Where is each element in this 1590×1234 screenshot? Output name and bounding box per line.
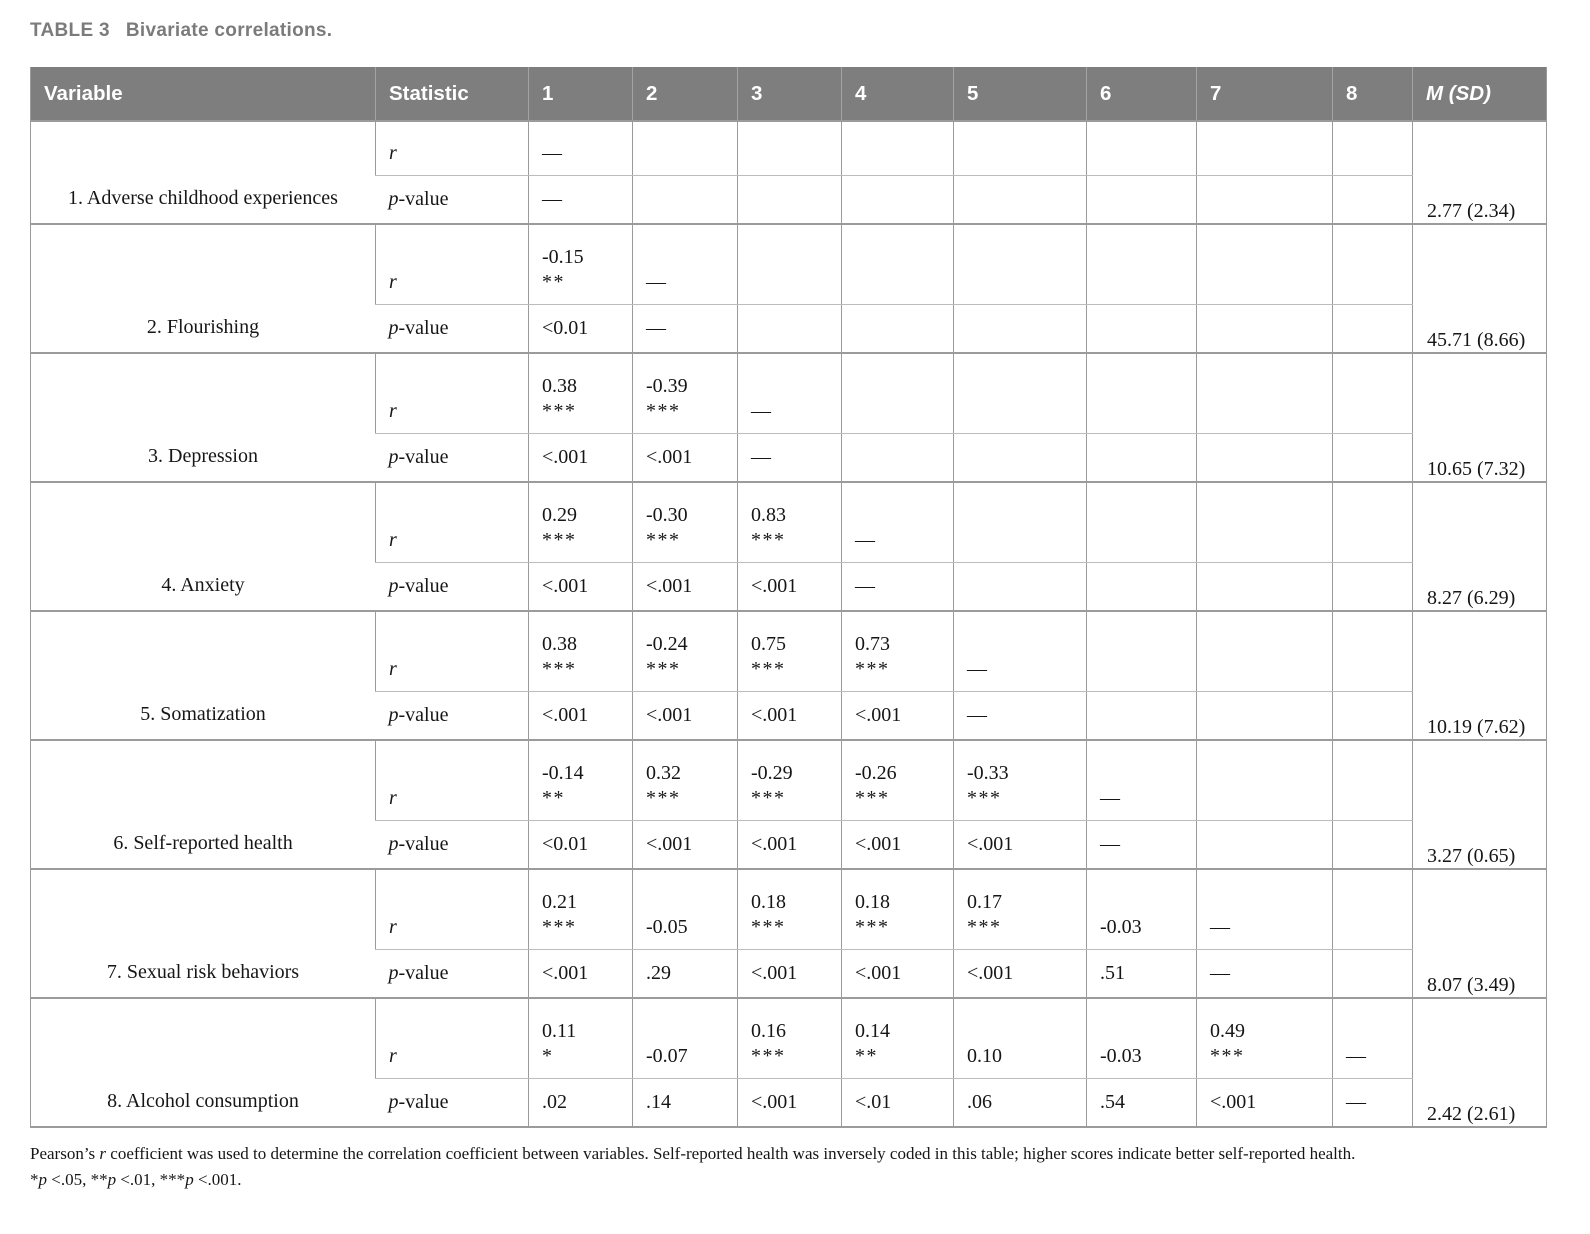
variable-cell-1: 1. Adverse childhood experiences xyxy=(31,121,376,224)
r-cell-4-6 xyxy=(1087,482,1197,562)
p-cell-5-2: <.001 xyxy=(633,691,738,740)
significance-stars: *** xyxy=(751,657,786,680)
r-cell-3-2 xyxy=(633,353,738,433)
r-row-6 xyxy=(31,740,1547,820)
p-cell-2-2: — xyxy=(633,304,738,353)
r-cell-6-7 xyxy=(1197,740,1333,820)
p-cell-3-8 xyxy=(1333,433,1413,482)
r-value: -0.03 xyxy=(1100,915,1142,938)
p-cell-3-1: <.001 xyxy=(529,433,633,482)
r-row-7 xyxy=(31,869,1547,949)
r-cell-1-8 xyxy=(1333,121,1413,175)
r-value: — xyxy=(967,657,987,680)
r-value: — xyxy=(542,141,562,164)
msd-cell-3: 10.65 (7.32) xyxy=(1413,353,1547,482)
p-cell-1-7 xyxy=(1197,175,1333,224)
r-cell-7-2 xyxy=(633,869,738,949)
p-cell-6-5: <.001 xyxy=(954,820,1087,869)
p-cell-8-6: .54 xyxy=(1087,1078,1197,1127)
p-cell-7-1: <.001 xyxy=(529,949,633,998)
stat-label-p-8: p-value xyxy=(388,1090,449,1113)
p-cell-7-7: — xyxy=(1197,949,1333,998)
column-header-5: 5 xyxy=(954,67,1087,121)
r-cell-6-3 xyxy=(738,740,842,820)
p-cell-7-2: .29 xyxy=(633,949,738,998)
p-cell-7-3: <.001 xyxy=(738,949,842,998)
stat-label-r-8: r xyxy=(376,998,529,1078)
r-cell-1-1 xyxy=(529,121,633,175)
significance-stars: *** xyxy=(542,657,577,680)
stat-label-p-3: p-value xyxy=(388,445,449,468)
p-cell-3-3: — xyxy=(738,433,842,482)
r-value: -0.26 xyxy=(855,761,897,784)
r-cell-8-4 xyxy=(842,998,954,1078)
r-cell-6-1 xyxy=(529,740,633,820)
significance-stars: *** xyxy=(1210,1044,1245,1067)
p-cell-8-4: <.01 xyxy=(842,1078,954,1127)
r-cell-1-4 xyxy=(842,121,954,175)
r-cell-3-7 xyxy=(1197,353,1333,433)
stat-label-r-1: r xyxy=(376,121,529,175)
significance-stars: *** xyxy=(751,786,786,809)
column-header-variable: Variable xyxy=(31,67,376,121)
r-cell-7-5 xyxy=(954,869,1087,949)
r-value: -0.39 xyxy=(646,374,688,397)
r-cell-5-3 xyxy=(738,611,842,691)
p-cell-6-1: <0.01 xyxy=(529,820,633,869)
variable-cell-6: 6. Self-reported health xyxy=(31,740,376,869)
r-value: — xyxy=(1346,1044,1366,1067)
r-cell-6-6 xyxy=(1087,740,1197,820)
r-cell-2-5 xyxy=(954,224,1087,304)
r-cell-5-5 xyxy=(954,611,1087,691)
column-header-2: 2 xyxy=(633,67,738,121)
stat-label-r-2: r xyxy=(376,224,529,304)
p-cell-3-7 xyxy=(1197,433,1333,482)
r-cell-8-2 xyxy=(633,998,738,1078)
r-cell-6-2 xyxy=(633,740,738,820)
r-cell-3-8 xyxy=(1333,353,1413,433)
r-cell-8-5 xyxy=(954,998,1087,1078)
p-cell-5-1: <.001 xyxy=(529,691,633,740)
stat-label-r-4: r xyxy=(376,482,529,562)
p-cell-4-6 xyxy=(1087,562,1197,611)
r-value: -0.15 xyxy=(542,245,584,268)
r-row-5 xyxy=(31,611,1547,691)
r-cell-3-4 xyxy=(842,353,954,433)
r-value: 0.83 xyxy=(751,503,786,526)
r-cell-3-3 xyxy=(738,353,842,433)
p-cell-4-7 xyxy=(1197,562,1333,611)
msd-cell-2: 45.71 (8.66) xyxy=(1413,224,1547,353)
r-cell-2-3 xyxy=(738,224,842,304)
p-cell-4-4: — xyxy=(842,562,954,611)
header-row xyxy=(31,67,1547,121)
p-cell-4-2: <.001 xyxy=(633,562,738,611)
variable-group-6 xyxy=(31,740,1547,869)
p-cell-8-7: <.001 xyxy=(1197,1078,1333,1127)
significance-stars: *** xyxy=(646,657,681,680)
r-value: 0.38 xyxy=(542,632,577,655)
r-cell-8-8 xyxy=(1333,998,1413,1078)
variable-group-5 xyxy=(31,611,1547,740)
p-cell-8-5: .06 xyxy=(954,1078,1087,1127)
r-value: 0.10 xyxy=(967,1044,1002,1067)
variable-group-4 xyxy=(31,482,1547,611)
r-row-4 xyxy=(31,482,1547,562)
p-cell-7-8 xyxy=(1333,949,1413,998)
r-value: 0.21 xyxy=(542,890,577,913)
msd-cell-4: 8.27 (6.29) xyxy=(1413,482,1547,611)
column-header-3: 3 xyxy=(738,67,842,121)
p-cell-2-7 xyxy=(1197,304,1333,353)
table-number-label: TABLE 3 xyxy=(30,20,110,41)
r-cell-8-3 xyxy=(738,998,842,1078)
r-value: -0.24 xyxy=(646,632,688,655)
stat-label-p-1: p-value xyxy=(388,187,449,210)
p-cell-2-4 xyxy=(842,304,954,353)
column-header-1: 1 xyxy=(529,67,633,121)
p-cell-2-8 xyxy=(1333,304,1413,353)
msd-cell-6: 3.27 (0.65) xyxy=(1413,740,1547,869)
stat-label-r-7: r xyxy=(376,869,529,949)
significance-stars: ** xyxy=(542,270,565,293)
significance-stars: *** xyxy=(542,528,577,551)
p-cell-3-5 xyxy=(954,433,1087,482)
r-value: 0.16 xyxy=(751,1019,786,1042)
significance-stars: *** xyxy=(542,399,577,422)
r-cell-2-4 xyxy=(842,224,954,304)
variable-cell-5: 5. Somatization xyxy=(31,611,376,740)
r-cell-2-7 xyxy=(1197,224,1333,304)
p-cell-5-7 xyxy=(1197,691,1333,740)
stat-label-p-5: p-value xyxy=(388,703,449,726)
r-cell-7-7 xyxy=(1197,869,1333,949)
significance-stars: *** xyxy=(542,915,577,938)
p-cell-2-3 xyxy=(738,304,842,353)
significance-stars: *** xyxy=(751,1044,786,1067)
p-cell-7-6: .51 xyxy=(1087,949,1197,998)
stat-label-p-2: p-value xyxy=(388,316,449,339)
r-value: -0.30 xyxy=(646,503,688,526)
r-value: — xyxy=(855,528,875,551)
significance-note: *p <.05, **p <.01, ***p <.001. xyxy=(30,1170,242,1189)
r-cell-2-6 xyxy=(1087,224,1197,304)
significance-stars: ** xyxy=(542,786,565,809)
p-cell-1-5 xyxy=(954,175,1087,224)
p-cell-1-1: — xyxy=(529,175,633,224)
r-cell-1-6 xyxy=(1087,121,1197,175)
p-cell-3-6 xyxy=(1087,433,1197,482)
r-cell-7-3 xyxy=(738,869,842,949)
bivariate-correlations-table xyxy=(30,67,1547,1128)
r-value: 0.75 xyxy=(751,632,786,655)
variable-group-2 xyxy=(31,224,1547,353)
p-cell-1-2 xyxy=(633,175,738,224)
r-value: 0.14 xyxy=(855,1019,890,1042)
r-cell-1-2 xyxy=(633,121,738,175)
variable-group-1 xyxy=(31,121,1547,224)
r-value: — xyxy=(751,399,771,422)
r-value: 0.18 xyxy=(855,890,890,913)
p-cell-5-8 xyxy=(1333,691,1413,740)
r-cell-4-3 xyxy=(738,482,842,562)
p-cell-7-5: <.001 xyxy=(954,949,1087,998)
variable-cell-3: 3. Depression xyxy=(31,353,376,482)
r-value: 0.11 xyxy=(542,1019,577,1042)
r-cell-8-1 xyxy=(529,998,633,1078)
r-cell-1-7 xyxy=(1197,121,1333,175)
significance-stars: *** xyxy=(855,786,890,809)
p-cell-4-8 xyxy=(1333,562,1413,611)
significance-stars: *** xyxy=(646,399,681,422)
r-row-8 xyxy=(31,998,1547,1078)
p-cell-6-4: <.001 xyxy=(842,820,954,869)
r-cell-7-1 xyxy=(529,869,633,949)
p-cell-4-1: <.001 xyxy=(529,562,633,611)
r-value: -0.29 xyxy=(751,761,793,784)
r-value: 0.32 xyxy=(646,761,681,784)
p-cell-7-4: <.001 xyxy=(842,949,954,998)
r-value: 0.73 xyxy=(855,632,890,655)
significance-stars: *** xyxy=(855,915,890,938)
r-cell-4-5 xyxy=(954,482,1087,562)
r-cell-8-7 xyxy=(1197,998,1333,1078)
r-cell-2-2 xyxy=(633,224,738,304)
p-cell-8-1: .02 xyxy=(529,1078,633,1127)
r-cell-7-4 xyxy=(842,869,954,949)
r-cell-6-5 xyxy=(954,740,1087,820)
r-row-3 xyxy=(31,353,1547,433)
variable-group-3 xyxy=(31,353,1547,482)
column-header-statistic: Statistic xyxy=(376,67,529,121)
column-header-4: 4 xyxy=(842,67,954,121)
table-footnote xyxy=(30,1141,1558,1193)
p-cell-6-2: <.001 xyxy=(633,820,738,869)
r-value: 0.29 xyxy=(542,503,577,526)
p-cell-8-8: — xyxy=(1333,1078,1413,1127)
p-cell-6-6: — xyxy=(1087,820,1197,869)
r-cell-4-8 xyxy=(1333,482,1413,562)
p-cell-1-4 xyxy=(842,175,954,224)
r-value: -0.33 xyxy=(967,761,1009,784)
p-cell-5-4: <.001 xyxy=(842,691,954,740)
r-value: — xyxy=(1210,915,1230,938)
significance-stars: *** xyxy=(967,786,1002,809)
r-cell-6-8 xyxy=(1333,740,1413,820)
r-cell-7-8 xyxy=(1333,869,1413,949)
stat-label-p-4: p-value xyxy=(388,574,449,597)
r-cell-5-2 xyxy=(633,611,738,691)
r-cell-3-6 xyxy=(1087,353,1197,433)
r-cell-7-6 xyxy=(1087,869,1197,949)
variable-group-8 xyxy=(31,998,1547,1127)
column-header-m-sd: M (SD) xyxy=(1413,67,1547,121)
msd-cell-5: 10.19 (7.62) xyxy=(1413,611,1547,740)
p-cell-8-3: <.001 xyxy=(738,1078,842,1127)
variable-cell-7: 7. Sexual risk behaviors xyxy=(31,869,376,998)
table-caption: Bivariate correlations. xyxy=(125,20,333,41)
msd-cell-8: 2.42 (2.61) xyxy=(1413,998,1547,1127)
r-value: -0.14 xyxy=(542,761,584,784)
r-cell-1-5 xyxy=(954,121,1087,175)
significance-stars: *** xyxy=(751,528,786,551)
r-cell-4-7 xyxy=(1197,482,1333,562)
p-cell-8-2: .14 xyxy=(633,1078,738,1127)
significance-stars: *** xyxy=(751,915,786,938)
variable-group-7 xyxy=(31,869,1547,998)
table-title xyxy=(30,20,1590,42)
p-cell-6-7 xyxy=(1197,820,1333,869)
r-cell-5-6 xyxy=(1087,611,1197,691)
p-cell-1-6 xyxy=(1087,175,1197,224)
r-row-1 xyxy=(31,121,1547,175)
stat-label-r-6: r xyxy=(376,740,529,820)
variable-cell-8: 8. Alcohol consumption xyxy=(31,998,376,1127)
r-row-2 xyxy=(31,224,1547,304)
p-cell-6-3: <.001 xyxy=(738,820,842,869)
r-value: 0.18 xyxy=(751,890,786,913)
r-cell-2-8 xyxy=(1333,224,1413,304)
p-cell-4-5 xyxy=(954,562,1087,611)
r-cell-2-1 xyxy=(529,224,633,304)
significance-stars: *** xyxy=(967,915,1002,938)
p-cell-1-8 xyxy=(1333,175,1413,224)
r-cell-5-4 xyxy=(842,611,954,691)
significance-stars: *** xyxy=(646,528,681,551)
significance-stars: *** xyxy=(855,657,890,680)
r-cell-4-4 xyxy=(842,482,954,562)
column-header-8: 8 xyxy=(1333,67,1413,121)
p-cell-2-5 xyxy=(954,304,1087,353)
p-cell-5-3: <.001 xyxy=(738,691,842,740)
p-cell-5-6 xyxy=(1087,691,1197,740)
significance-stars: *** xyxy=(646,786,681,809)
p-cell-3-2: <.001 xyxy=(633,433,738,482)
r-cell-6-4 xyxy=(842,740,954,820)
stat-label-p-6: p-value xyxy=(388,832,449,855)
column-header-7: 7 xyxy=(1197,67,1333,121)
r-value: 0.38 xyxy=(542,374,577,397)
significance-stars: ** xyxy=(855,1044,878,1067)
column-header-6: 6 xyxy=(1087,67,1197,121)
p-cell-2-1: <0.01 xyxy=(529,304,633,353)
r-value: -0.03 xyxy=(1100,1044,1142,1067)
r-cell-5-1 xyxy=(529,611,633,691)
msd-cell-7: 8.07 (3.49) xyxy=(1413,869,1547,998)
variable-cell-4: 4. Anxiety xyxy=(31,482,376,611)
variable-cell-2: 2. Flourishing xyxy=(31,224,376,353)
stat-label-r-5: r xyxy=(376,611,529,691)
r-cell-8-6 xyxy=(1087,998,1197,1078)
significance-stars: * xyxy=(542,1044,554,1067)
r-cell-3-5 xyxy=(954,353,1087,433)
r-value: -0.07 xyxy=(646,1044,688,1067)
r-cell-4-2 xyxy=(633,482,738,562)
p-cell-1-3 xyxy=(738,175,842,224)
p-cell-2-6 xyxy=(1087,304,1197,353)
r-cell-5-8 xyxy=(1333,611,1413,691)
r-value: -0.05 xyxy=(646,915,688,938)
msd-cell-1: 2.77 (2.34) xyxy=(1413,121,1547,224)
r-cell-4-1 xyxy=(529,482,633,562)
p-cell-4-3: <.001 xyxy=(738,562,842,611)
p-cell-3-4 xyxy=(842,433,954,482)
stat-label-r-3: r xyxy=(376,353,529,433)
r-cell-3-1 xyxy=(529,353,633,433)
stat-label-p-7: p-value xyxy=(388,961,449,984)
r-value: 0.17 xyxy=(967,890,1002,913)
r-value: 0.49 xyxy=(1210,1019,1245,1042)
r-cell-5-7 xyxy=(1197,611,1333,691)
r-value: — xyxy=(1100,786,1120,809)
p-cell-6-8 xyxy=(1333,820,1413,869)
footnote-text: Pearson’s r coefficient was used to determine the correlation coefficient between variables. Self-reported health was inversely coded in this table; higher scores indicate better self-reported health. xyxy=(30,1144,1356,1163)
p-cell-5-5: — xyxy=(954,691,1087,740)
r-cell-1-3 xyxy=(738,121,842,175)
r-value: — xyxy=(646,270,666,293)
